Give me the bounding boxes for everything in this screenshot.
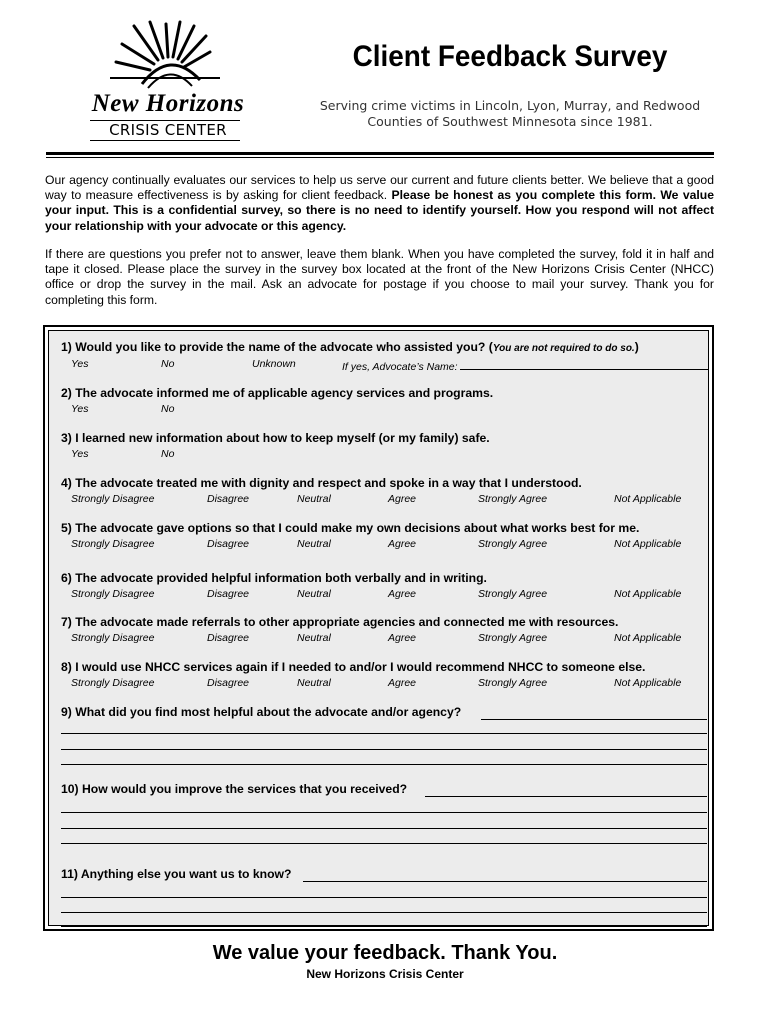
page-title: Client Feedback Survey xyxy=(352,40,668,73)
question-4: 4) The advocate treated me with dignity and respect and spoke in a way that I understood. xyxy=(61,476,582,490)
q4-option-neutral[interactable]: Neutral xyxy=(297,493,331,505)
intro-text: Our agency continually evaluates our services to help us serve our current and future clients better. We believe that a good way to measure effectiveness is by asking for client feedback. xyxy=(45,173,714,203)
question-1-text: 1) Would you like to provide the name of the advocate who assisted you? xyxy=(61,340,486,354)
q7-option-strongly-agree[interactable]: Strongly Agree xyxy=(478,632,548,644)
q6-option-agree[interactable]: Agree xyxy=(388,588,417,600)
q1-option-yes[interactable]: Yes xyxy=(71,358,89,370)
q11-answer-line[interactable] xyxy=(61,912,707,913)
question-6: 6) The advocate provided helpful information both verbally and in writing. xyxy=(61,571,487,585)
q4-option-strongly-disagree[interactable]: Strongly Disagree xyxy=(71,493,155,505)
survey-box xyxy=(43,325,714,931)
q5-option-not-applicable[interactable]: Not Applicable xyxy=(614,538,682,550)
question-8: 8) I would use NHCC services again if I needed to and/or I would recommend NHCC to someone else. xyxy=(61,660,646,674)
advocate-name-label: If yes, Advocate’s Name: xyxy=(342,361,458,373)
tagline xyxy=(300,98,720,130)
q8-option-not-applicable[interactable]: Not Applicable xyxy=(614,677,682,689)
q4-option-not-applicable[interactable]: Not Applicable xyxy=(614,493,682,505)
q5-option-strongly-disagree[interactable]: Strongly Disagree xyxy=(71,538,155,550)
logo xyxy=(70,18,260,146)
q7-option-neutral[interactable]: Neutral xyxy=(297,632,331,644)
tagline-line-2: Counties of Southwest Minnesota since 1981. xyxy=(367,114,653,129)
q5-option-strongly-agree[interactable]: Strongly Agree xyxy=(478,538,548,550)
closing-organization: New Horizons Crisis Center xyxy=(306,967,464,981)
sunrise-icon xyxy=(70,18,260,98)
header-rule-thin xyxy=(46,157,714,158)
q8-option-agree[interactable]: Agree xyxy=(388,677,417,689)
q10-answer-line[interactable] xyxy=(61,843,707,844)
question-2: 2) The advocate informed me of applicable agency services and programs. xyxy=(61,386,494,400)
q3-option-yes[interactable]: Yes xyxy=(71,448,89,460)
tagline-line-1: Serving crime victims in Lincoln, Lyon, Murray, and Redwood xyxy=(319,98,701,113)
advocate-name-input[interactable] xyxy=(460,358,708,370)
question-5: 5) The advocate gave options so that I could make my own decisions about what works best for me. xyxy=(61,521,640,535)
q7-option-disagree[interactable]: Disagree xyxy=(207,632,250,644)
header-rule xyxy=(46,152,714,155)
q11-answer-line[interactable] xyxy=(61,926,707,927)
q7-option-not-applicable[interactable]: Not Applicable xyxy=(614,632,682,644)
closing-message: We value your feedback. Thank You. xyxy=(212,942,558,964)
q6-option-not-applicable[interactable]: Not Applicable xyxy=(614,588,682,600)
q10-answer-line[interactable] xyxy=(61,828,707,829)
q4-option-strongly-agree[interactable]: Strongly Agree xyxy=(478,493,548,505)
q9-answer-line[interactable] xyxy=(61,764,707,765)
question-1-note: You are not required to do so. xyxy=(492,343,635,354)
q4-option-agree[interactable]: Agree xyxy=(388,493,417,505)
question-9: 9) What did you find most helpful about the advocate and/or agency? xyxy=(61,705,462,719)
intro-paragraph-2: If there are questions you prefer not to answer, leave them blank. When you have completed the survey, fold it in half and tape it closed. Please place the survey in the survey box located at the front of the New Horizons Crisis Center (NHCC) office or drop the survey in the mail. Ask an advocate for postage if you choose to mail your survey. Thank you for completing this form. xyxy=(45,247,714,307)
intro-paragraph-1 xyxy=(45,173,714,234)
question-7: 7) The advocate made referrals to other appropriate agencies and connected me with resources. xyxy=(61,615,619,629)
logo-divider xyxy=(90,140,240,141)
q6-option-disagree[interactable]: Disagree xyxy=(207,588,250,600)
q8-option-strongly-disagree[interactable]: Strongly Disagree xyxy=(71,677,155,689)
advocate-name-field[interactable] xyxy=(342,358,708,373)
q4-option-disagree[interactable]: Disagree xyxy=(207,493,250,505)
q6-option-neutral[interactable]: Neutral xyxy=(297,588,331,600)
q5-option-neutral[interactable]: Neutral xyxy=(297,538,331,550)
question-3: 3) I learned new information about how to keep myself (or my family) safe. xyxy=(61,431,490,445)
q7-option-agree[interactable]: Agree xyxy=(388,632,417,644)
intro-emphasis: Please be honest as you complete this form. We value your input. This is a confidential survey, so there is no need to identify yourself. How you respond will not affect your relationship with your advocate or this agency. xyxy=(45,188,714,233)
q6-option-strongly-agree[interactable]: Strongly Agree xyxy=(478,588,548,600)
q11-answer-line[interactable] xyxy=(61,897,707,898)
question-11: 11) Anything else you want us to know? xyxy=(61,867,292,881)
q5-option-agree[interactable]: Agree xyxy=(388,538,417,550)
q8-option-strongly-agree[interactable]: Strongly Agree xyxy=(478,677,548,689)
q1-option-unknown[interactable]: Unknown xyxy=(252,358,296,370)
logo-name: New Horizons xyxy=(91,90,245,117)
q8-option-disagree[interactable]: Disagree xyxy=(207,677,250,689)
q2-option-no[interactable]: No xyxy=(161,403,175,415)
q5-option-disagree[interactable]: Disagree xyxy=(207,538,250,550)
question-10: 10) How would you improve the services that you received? xyxy=(61,782,408,796)
survey-panel xyxy=(48,330,709,926)
q9-answer-line[interactable] xyxy=(61,733,707,734)
question-1: 1) Would you like to provide the name of the advocate who assisted you? (You are not required to do so.) xyxy=(61,340,639,354)
q7-option-strongly-disagree[interactable]: Strongly Disagree xyxy=(71,632,155,644)
q11-answer-line[interactable] xyxy=(303,881,707,882)
q2-option-yes[interactable]: Yes xyxy=(71,403,89,415)
q3-option-no[interactable]: No xyxy=(161,448,175,460)
q1-option-no[interactable]: No xyxy=(161,358,175,370)
q9-answer-line[interactable] xyxy=(481,719,707,720)
q6-option-strongly-disagree[interactable]: Strongly Disagree xyxy=(71,588,155,600)
q8-option-neutral[interactable]: Neutral xyxy=(297,677,331,689)
q9-answer-line[interactable] xyxy=(61,749,707,750)
q10-answer-line[interactable] xyxy=(61,812,707,813)
logo-subtitle: CRISIS CENTER xyxy=(109,121,227,139)
q10-answer-line[interactable] xyxy=(425,796,707,797)
